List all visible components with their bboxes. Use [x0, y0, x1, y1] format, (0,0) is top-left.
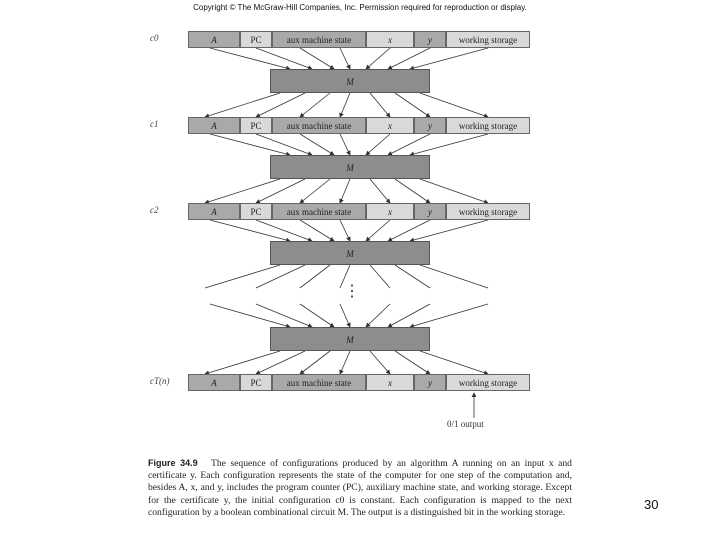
flow-arrow	[300, 93, 330, 117]
flow-arrow	[256, 265, 305, 288]
flow-arrow	[388, 134, 430, 155]
config-cell-y: y	[414, 203, 446, 220]
flow-arrow	[395, 93, 430, 117]
flow-arrow	[300, 134, 334, 155]
flow-arrow	[256, 179, 305, 203]
flow-arrow	[256, 351, 305, 374]
flow-arrow	[366, 220, 390, 241]
flow-arrow	[366, 48, 390, 69]
flow-arrow	[340, 179, 350, 203]
flow-arrow	[366, 304, 390, 327]
flow-arrow	[340, 93, 350, 117]
config-cell-y: y	[414, 374, 446, 391]
flow-arrow	[256, 304, 312, 327]
flow-arrow	[395, 265, 430, 288]
circuit-m-2: M	[270, 155, 430, 179]
flow-arrow	[205, 265, 280, 288]
flow-arrow	[256, 134, 312, 155]
flow-arrow	[420, 351, 488, 374]
flow-arrow	[410, 48, 488, 69]
flow-arrow	[420, 265, 488, 288]
flow-arrow	[395, 179, 430, 203]
config-label: c1	[150, 119, 159, 129]
copyright-notice: Copyright © The McGraw-Hill Companies, Inc. Permission required for reproduction or display.	[193, 3, 527, 12]
flow-arrow	[256, 93, 305, 117]
flow-arrow	[388, 220, 430, 241]
caption-text: The sequence of configurations produced by an algorithm A running on an input x and certificate y. Each configuration represents the state of the computer for one step of the computation and, besides A, x, and y, includes the program counter (PC), auxiliary machine state, and working storage. Except for the certificate y, the initial configuration c0 is constant. Each configuration is mapped to the next configuration by a boolean combinational circuit M. The output is a distinguished bit in the working storage.	[148, 458, 572, 518]
config-cell-a: A	[188, 374, 240, 391]
flow-arrow	[300, 48, 334, 69]
config-cell-aux: aux machine state	[272, 203, 366, 220]
flow-arrow	[205, 351, 280, 374]
flow-arrow	[410, 304, 488, 327]
config-cell-a: A	[188, 117, 240, 134]
page-number: 30	[644, 497, 659, 512]
config-cell-working: working storage	[446, 31, 530, 48]
flow-arrow	[420, 179, 488, 203]
flow-arrow	[366, 134, 390, 155]
flow-arrow	[340, 304, 350, 327]
flow-arrow	[388, 48, 430, 69]
flow-arrow	[205, 93, 280, 117]
flow-arrow	[395, 351, 430, 374]
flow-arrow	[388, 304, 430, 327]
flow-arrow	[300, 304, 334, 327]
config-cell-y: y	[414, 31, 446, 48]
flow-arrow	[210, 304, 290, 327]
flow-arrow	[210, 134, 290, 155]
config-cell-x: x	[366, 374, 414, 391]
figure-caption	[148, 457, 572, 519]
config-cell-x: x	[366, 203, 414, 220]
config-cell-aux: aux machine state	[272, 117, 366, 134]
config-label: c0	[150, 33, 159, 43]
flow-arrow	[210, 48, 290, 69]
flow-arrow	[340, 134, 350, 155]
config-cell-working: working storage	[446, 203, 530, 220]
config-cell-a: A	[188, 203, 240, 220]
flow-arrow	[300, 220, 334, 241]
flow-arrow	[340, 351, 350, 374]
config-cell-aux: aux machine state	[272, 374, 366, 391]
circuit-m-3: M	[270, 241, 430, 265]
flow-arrow	[370, 179, 390, 203]
config-cell-working: working storage	[446, 374, 530, 391]
flow-arrow	[205, 179, 280, 203]
circuit-m-1: M	[270, 69, 430, 93]
flow-arrow	[370, 351, 390, 374]
flow-arrow	[256, 220, 312, 241]
config-label: cT(n)	[150, 376, 170, 386]
config-label: c2	[150, 205, 159, 215]
config-cell-x: x	[366, 31, 414, 48]
figure-number: Figure 34.9	[148, 458, 198, 468]
flow-arrow	[340, 220, 350, 241]
config-cell-a: A	[188, 31, 240, 48]
config-cell-pc: PC	[240, 203, 272, 220]
config-cell-aux: aux machine state	[272, 31, 366, 48]
ellipsis-dots: ⋮	[344, 283, 360, 300]
circuit-m-4: M	[270, 327, 430, 351]
flow-arrow	[370, 265, 390, 288]
flow-arrow	[420, 93, 488, 117]
flow-arrow	[300, 265, 330, 288]
output-label: 0/1 output	[447, 419, 484, 429]
config-cell-working: working storage	[446, 117, 530, 134]
flow-arrow	[300, 351, 330, 374]
flow-arrow	[210, 220, 290, 241]
flow-arrow	[340, 48, 350, 69]
config-cell-pc: PC	[240, 374, 272, 391]
flow-arrow	[410, 134, 488, 155]
config-cell-y: y	[414, 117, 446, 134]
flow-arrow	[410, 220, 488, 241]
flow-arrow	[370, 93, 390, 117]
flow-arrow	[300, 179, 330, 203]
config-cell-pc: PC	[240, 117, 272, 134]
config-cell-pc: PC	[240, 31, 272, 48]
flow-arrow	[256, 48, 312, 69]
config-cell-x: x	[366, 117, 414, 134]
